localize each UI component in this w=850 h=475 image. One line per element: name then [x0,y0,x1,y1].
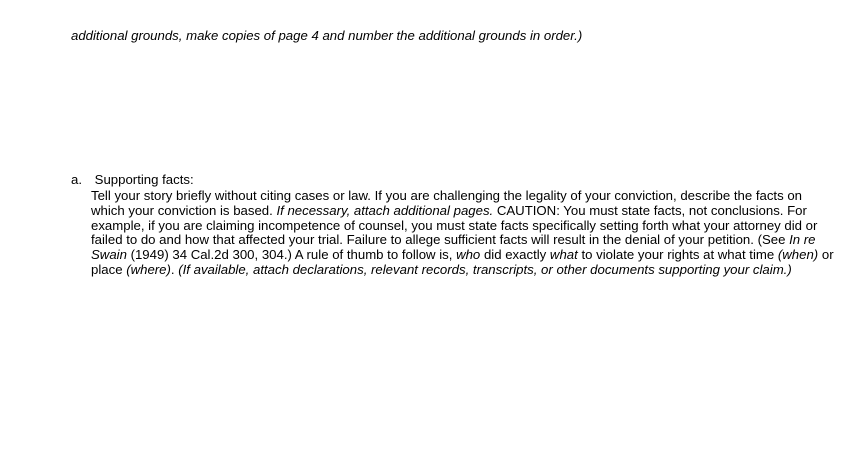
text-run: (If available, attach declarations, relevant records, transcripts, or other documents supporting your claim.) [178,261,792,277]
text-run: or [818,247,834,263]
text-run: example, if you are claiming incompetence of counsel, you must state facts specifically setting forth what your attorney did or [91,217,818,233]
instruction-line [91,189,831,204]
text-run: Tell your story briefly without citing cases or law. If you are challenging the legality of your conviction, describe the facts on [91,188,803,203]
text-run: (1949) 34 Cal.2d 300, 304.) A rule of thumb to follow is, [126,247,457,263]
text-run: (when) [777,247,819,263]
instruction-line [91,233,831,248]
item-letter: a. [71,172,82,187]
instruction-line [91,219,831,234]
text-run: . [170,261,179,277]
text-run: to violate your rights at what time [577,247,778,263]
text-run: CAUTION: You must state facts, not conclusions. For [493,202,807,218]
instruction-line [91,263,831,278]
instruction-line [91,204,831,219]
text-run: did exactly [480,247,550,263]
text-run: In re [789,232,816,248]
text-run: failed to do and how that affected your trial. Failure to allege sufficient facts will result in the denial of your petition. (See [91,232,790,248]
item-title: Supporting facts: [94,172,194,187]
instruction-continuation: additional grounds, make copies of page 4 and number the additional grounds in order.) [71,28,583,43]
text-run: Swain [91,247,127,263]
text-run: what [549,247,578,263]
instruction-line [91,247,834,263]
item-a-heading [71,172,194,188]
text-run: place [91,261,127,277]
text-run: who [456,247,481,263]
text-run: which your conviction is based. [91,202,277,218]
text-run: (where) [126,261,171,277]
supporting-facts-instructions [91,188,834,278]
text-run: If necessary, attach additional pages. [276,202,494,218]
